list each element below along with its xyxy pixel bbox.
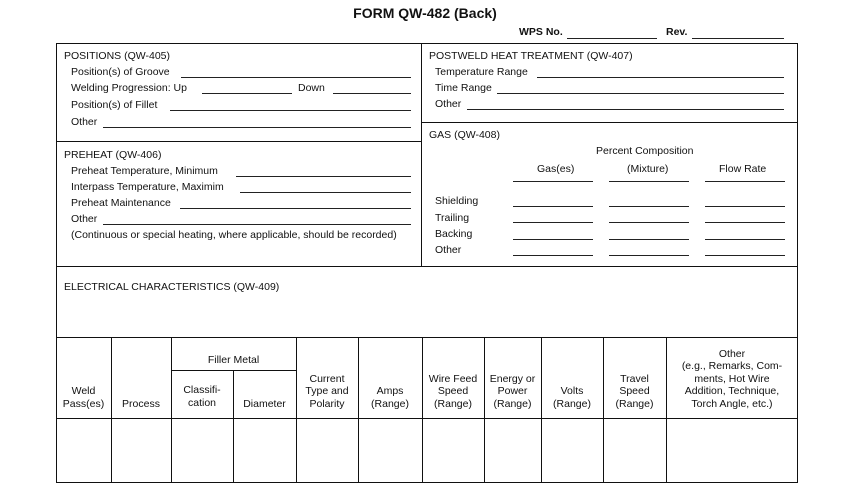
electrical-top-divider [56,266,798,267]
diameter-header: Diameter [243,397,286,410]
volts-header: Volts (Range) [553,385,591,410]
gas-other-label: Other [435,244,462,256]
pwht-header: POSTWELD HEAT TREATMENT (QW-407) [429,50,633,62]
table-header-divider [56,418,798,419]
percent-composition-label: Percent Composition [596,145,694,157]
groove-position-label: Position(s) of Groove [71,66,170,78]
backing-mixture-field[interactable] [609,239,689,240]
time-range-field[interactable] [497,93,784,94]
backing-gas-field[interactable] [513,239,593,240]
mixture-header-rule [609,181,689,182]
groove-position-field[interactable] [181,77,411,78]
gas-header-rule [513,181,593,182]
current-polarity-header: Current Type and Polarity [305,372,349,410]
energy-power-header: Energy or Power (Range) [489,372,536,410]
progression-up-field[interactable] [202,93,292,94]
travel-speed-cell[interactable] [604,420,666,475]
other-mixture-field[interactable] [609,255,689,256]
positions-preheat-divider [56,141,422,142]
filler-metal-rule [171,370,297,371]
table-top-divider [56,337,798,338]
shielding-flow-field[interactable] [705,206,785,207]
process-header: Process [122,397,160,410]
travel-speed-header: Travel Speed (Range) [615,372,654,410]
amps-cell[interactable] [359,420,422,475]
flow-rate-header-rule [705,181,785,182]
gas-trailing-label: Trailing [435,212,470,224]
preheat-maintenance-label: Preheat Maintenance [71,197,171,209]
progression-down-field[interactable] [333,93,411,94]
mixture-column-label: (Mixture) [627,163,669,175]
temperature-range-field[interactable] [537,77,784,78]
upper-divider [421,43,422,267]
classification-header: Classifi- cation [183,384,221,409]
form-title: FORM QW-482 (Back) [353,5,497,21]
energy-power-cell[interactable] [485,420,541,475]
temperature-range-label: Temperature Range [435,66,528,78]
backing-flow-field[interactable] [705,239,785,240]
other-gas-field[interactable] [513,255,593,256]
gases-column-label: Gas(es) [537,163,575,175]
electrical-header: ELECTRICAL CHARACTERISTICS (QW-409) [64,281,280,293]
trailing-gas-field[interactable] [513,222,593,223]
trailing-flow-field[interactable] [705,222,785,223]
progression-down-label: Down [298,82,325,94]
volts-cell[interactable] [542,420,603,475]
pwht-other-label: Other [435,98,462,110]
positions-other-field[interactable] [103,127,411,128]
gas-backing-label: Backing [435,228,473,240]
pwht-gas-divider [421,122,798,123]
preheat-min-field[interactable] [236,176,411,177]
pwht-other-field[interactable] [467,109,784,110]
diameter-cell[interactable] [234,420,296,475]
time-range-label: Time Range [435,82,492,94]
weld-passes-header: Weld Pass(es) [62,385,105,410]
preheat-other-label: Other [71,213,98,225]
other-remarks-cell[interactable] [667,420,797,475]
wps-number-label: WPS No. [519,26,563,38]
positions-header: POSITIONS (QW-405) [64,50,170,62]
other-flow-field[interactable] [705,255,785,256]
preheat-other-field[interactable] [103,224,411,225]
shielding-gas-field[interactable] [513,206,593,207]
shielding-mixture-field[interactable] [609,206,689,207]
process-cell[interactable] [112,420,171,475]
filler-metal-header: Filler Metal [207,353,260,366]
fillet-position-field[interactable] [170,110,411,111]
preheat-header: PREHEAT (QW-406) [64,149,162,161]
gas-header: GAS (QW-408) [429,129,500,141]
positions-other-label: Other [71,116,98,128]
rev-field[interactable] [692,38,784,39]
interpass-temp-field[interactable] [240,192,411,193]
preheat-maintenance-field[interactable] [180,208,411,209]
trailing-mixture-field[interactable] [609,222,689,223]
welding-progression-label: Welding Progression: Up [71,82,187,94]
preheat-note: (Continuous or special heating, where applicable, should be recorded) [71,229,397,241]
classification-cell[interactable] [172,420,233,475]
wire-feed-speed-header: Wire Feed Speed (Range) [428,372,478,410]
interpass-temp-label: Interpass Temperature, Maximim [71,181,224,193]
amps-header: Amps (Range) [371,385,409,410]
flow-rate-column-label: Flow Rate [719,163,767,175]
other-remarks-header: Other (e.g., Remarks, Com- ments, Hot Wire Addition, Technique, Torch Angle, etc.) [681,347,783,410]
wps-number-field[interactable] [567,38,657,39]
rev-label: Rev. [666,26,688,38]
fillet-position-label: Position(s) of Fillet [71,99,158,111]
wire-feed-speed-cell[interactable] [423,420,484,475]
weld-passes-cell[interactable] [57,420,111,475]
preheat-min-label: Preheat Temperature, Minimum [71,165,218,177]
gas-shielding-label: Shielding [435,195,479,207]
current-polarity-cell[interactable] [297,420,358,475]
